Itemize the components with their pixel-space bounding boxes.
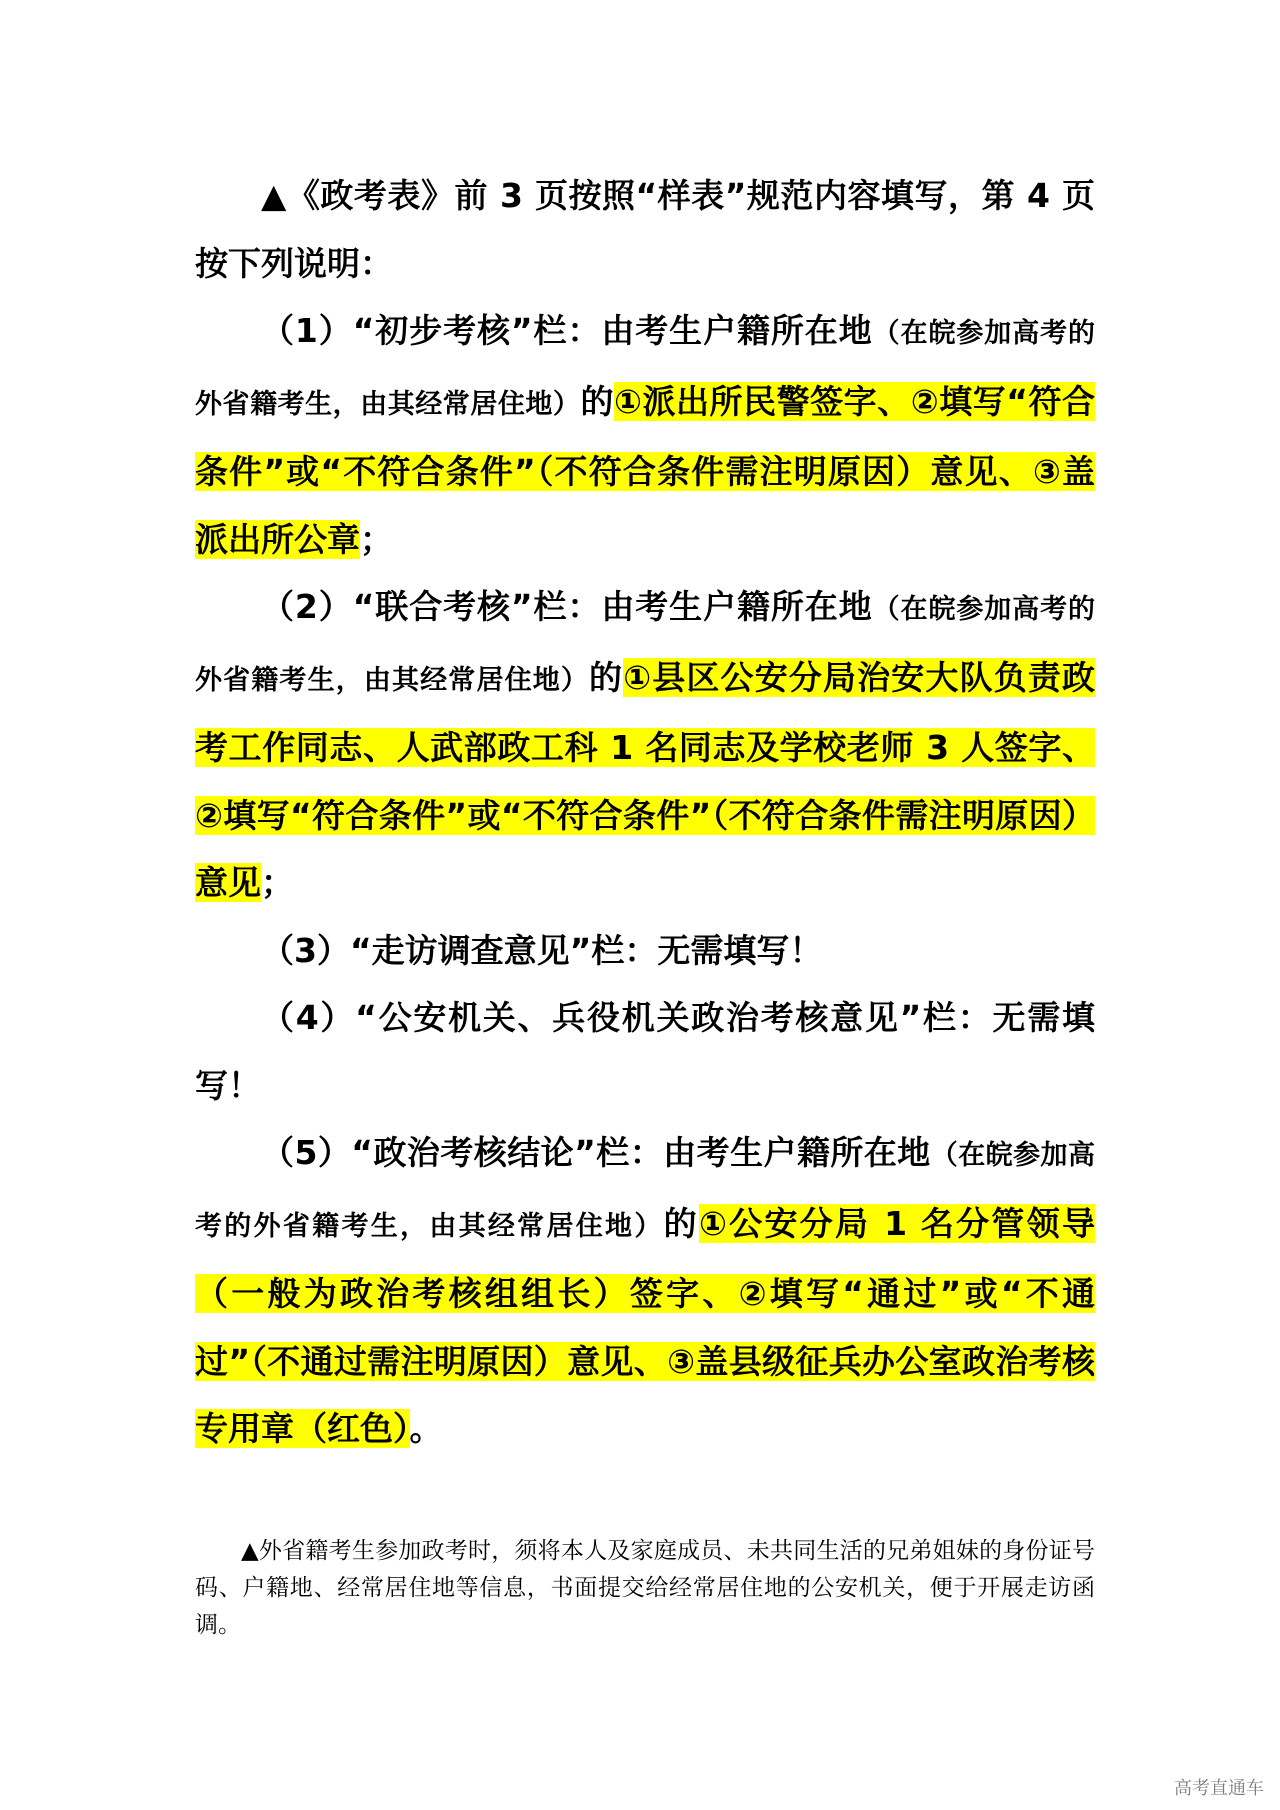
- item-5-highlight: ①公安分局 1 名分管领导（一般为政治考核组组长）签字、②填写“通过”或“不通过”（不通过需注明原因）意见、③盖县级征兵办公室政治考核专用章（红色）: [195, 1203, 1096, 1448]
- item-political-conclusion: [195, 1119, 1095, 1463]
- instructions-body: [195, 162, 1095, 1463]
- item-5-mid: 的: [663, 1203, 699, 1243]
- item-1-mid: 的: [580, 381, 614, 421]
- item-1-prefix: （1）“初步考核”栏：由考生户籍所在地: [261, 311, 873, 350]
- watermark: 高考直通车: [1174, 1778, 1264, 1799]
- item-visit-survey: （3）“走访调查意见”栏：无需填写！: [261, 930, 823, 970]
- item-5-paren: （在皖参加高考的外省籍考生，由其经常居住地）: [195, 1140, 1096, 1242]
- out-of-province-note: ▲外省籍考生参加政考时，须将本人及家庭成员、未共同生活的兄弟姐妹的身份证号码、户籍地、经常居住地等信息，书面提交给经常居住地的公安机关，便于开展走访函调。: [195, 1538, 1095, 1638]
- item-2-paren: （在皖参加高考的外省籍考生，由其经常居住地）: [195, 594, 1096, 696]
- item-2-highlight: ①县区公安分局治安大队负责政考工作同志、人武部政工科 1 名同志及学校老师 3 人签字、②填写“符合条件”或“不符合条件”（不符合条件需注明原因）意见: [195, 657, 1096, 902]
- item-1-highlight: ①派出所民警签字、②填写“符合条件”或“不符合条件”（不符合条件需注明原因）意见、③盖派出所公章: [195, 381, 1096, 559]
- intro-paragraph: ▲《政考表》前 3 页按照“样表”规范内容填写，第 4 页按下列说明：: [195, 176, 1095, 283]
- item-initial-review: [195, 297, 1095, 573]
- item-police-military-opinion: （4）“公安机关、兵役机关政治考核意见”栏：无需填写！: [195, 998, 1095, 1105]
- item-2-mid: 的: [589, 657, 624, 697]
- item-5-suffix: 。: [409, 1409, 443, 1448]
- item-5-prefix: （5）“政治考核结论”栏：由考生户籍所在地: [261, 1133, 931, 1172]
- item-2-suffix: ；: [261, 863, 294, 902]
- item-2-prefix: （2）“联合考核”栏：由考生户籍所在地: [261, 587, 873, 626]
- item-1-suffix: ；: [360, 519, 393, 559]
- item-1-paren: （在皖参加高考的外省籍考生，由其经常居住地）: [195, 318, 1096, 420]
- item-joint-review: [195, 573, 1095, 917]
